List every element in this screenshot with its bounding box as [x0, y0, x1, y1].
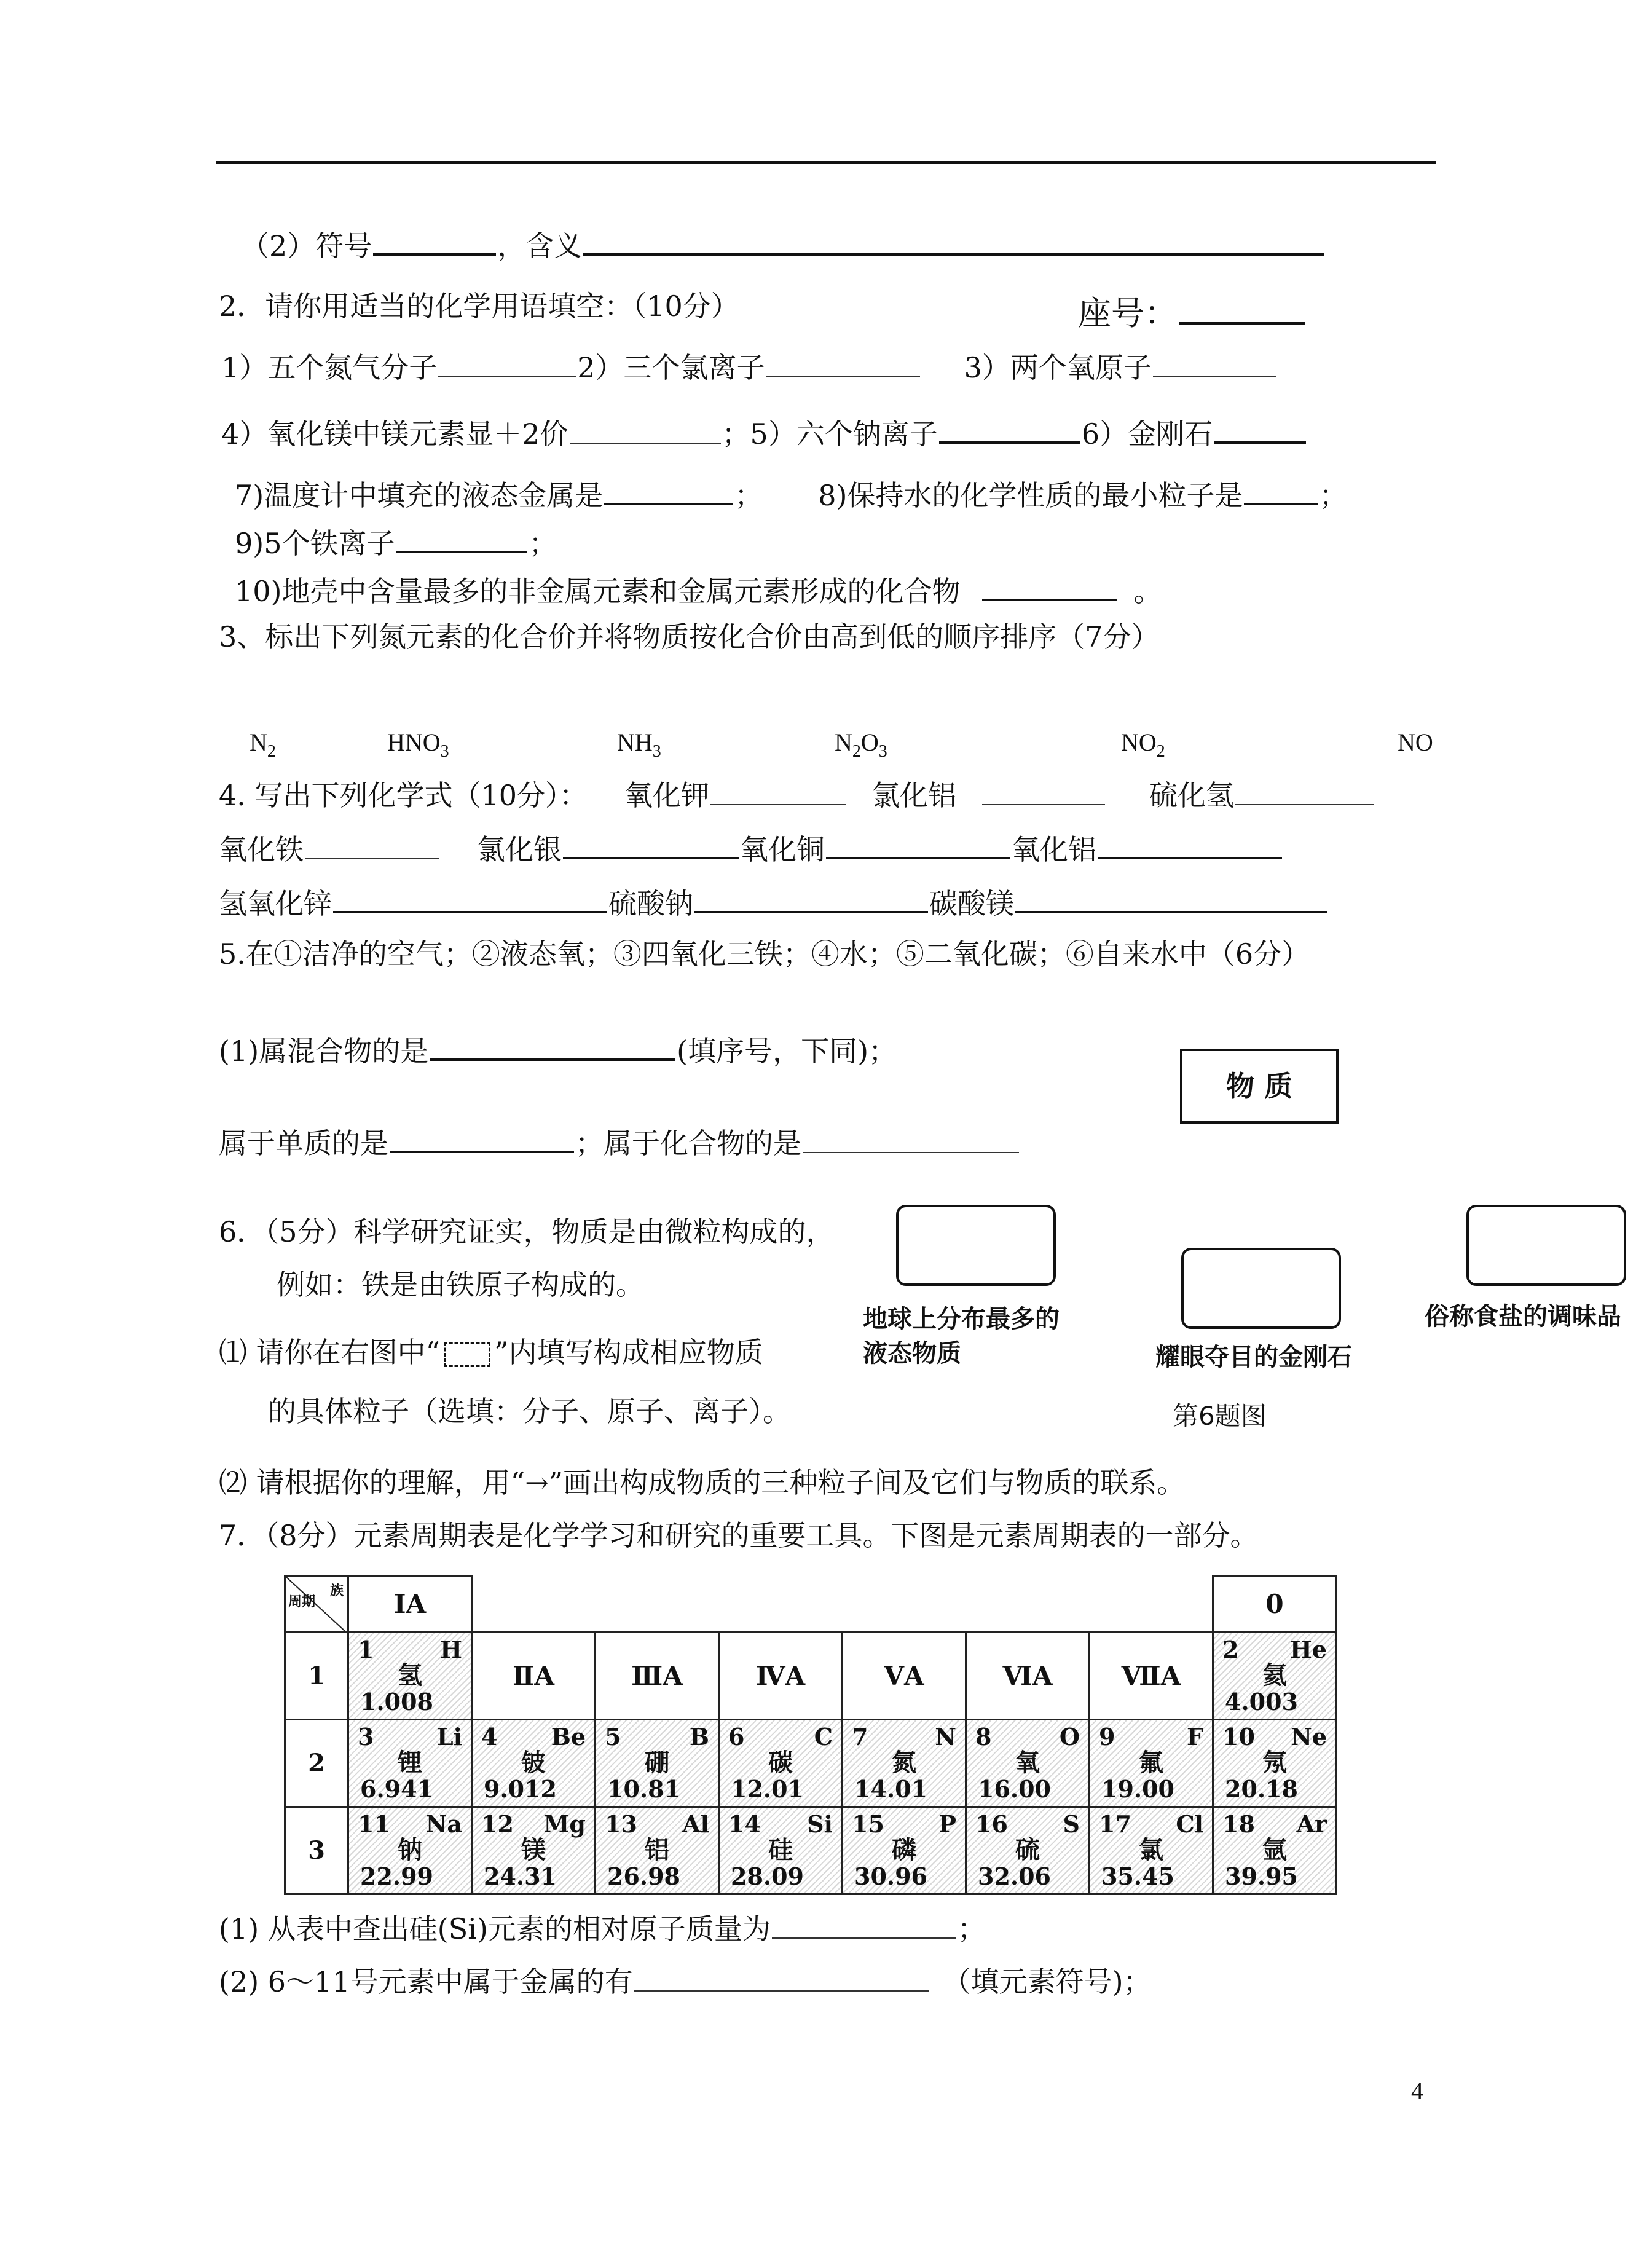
- atomic-number: 3: [358, 1722, 374, 1751]
- fig-label-diamond: 耀眼夺目的金刚石: [1155, 1343, 1352, 1371]
- atomic-mass: 28.09: [731, 1862, 804, 1890]
- element-symbol: Ar: [1296, 1810, 1327, 1838]
- element-symbol: O: [1059, 1722, 1080, 1751]
- element-name: 镁: [521, 1835, 546, 1864]
- element-name: 硫: [1015, 1835, 1040, 1864]
- answer-blank[interactable]: [766, 348, 920, 377]
- q4-line-1: 4. 写出下列化学式（10分）： 氧化钾 氯化铝 硫化氢: [219, 776, 1375, 813]
- element-na: [348, 1807, 472, 1894]
- element-be: [472, 1720, 596, 1807]
- fig-label-salt: 俗称食盐的调味品: [1425, 1302, 1621, 1331]
- q7-title: 7．（8分）元素周期表是化学学习和研究的重要工具。下图是元素周期表的一部分。: [219, 1519, 1259, 1552]
- table-corner: 族 周期: [285, 1576, 348, 1633]
- answer-blank[interactable]: [373, 225, 496, 256]
- answer-blank[interactable]: [803, 1124, 1019, 1153]
- q4-line-2: 氧化铁 氯化银 氧化铜 氧化铝: [219, 829, 1283, 867]
- atomic-mass: 16.00: [978, 1775, 1051, 1803]
- atomic-number: 10: [1222, 1722, 1255, 1751]
- answer-blank[interactable]: [604, 475, 733, 505]
- particle-box-salt[interactable]: [1466, 1205, 1626, 1286]
- page-number: 4: [1411, 2077, 1423, 2105]
- element-name: 硼: [645, 1748, 669, 1777]
- atomic-number: 15: [852, 1810, 884, 1838]
- period-2: 2: [285, 1720, 348, 1807]
- element-o: [966, 1720, 1090, 1807]
- element-symbol: Be: [551, 1722, 586, 1751]
- q6-line-4: 的具体粒子（选填：分子、原子、离子）。: [268, 1395, 791, 1428]
- answer-blank[interactable]: [563, 829, 739, 859]
- period-2-row: [285, 1720, 1337, 1807]
- q2-line-1: 1）五个氮气分子 2）三个氯离子 3）两个氧原子: [221, 348, 1277, 385]
- group-header-iia: ⅡA: [472, 1633, 596, 1720]
- atomic-number: 4: [481, 1722, 498, 1751]
- element-symbol: F: [1187, 1722, 1203, 1751]
- atomic-mass: 14.01: [854, 1775, 927, 1803]
- element-mg: [472, 1807, 596, 1894]
- atomic-mass: 32.06: [978, 1862, 1051, 1890]
- answer-blank[interactable]: [710, 776, 846, 805]
- element-name: 氯: [1139, 1835, 1163, 1864]
- element-symbol: Mg: [543, 1810, 586, 1838]
- atomic-number: 5: [605, 1722, 621, 1751]
- answer-blank[interactable]: [430, 1030, 675, 1061]
- answer-blank[interactable]: [982, 570, 1117, 601]
- element-name: 氟: [1139, 1748, 1163, 1777]
- q5-line-2: 属于单质的是 ；属于化合物的是: [219, 1122, 1020, 1161]
- answer-blank[interactable]: [694, 883, 928, 913]
- q2-title: 2．请你用适当的化学用语填空：（10分）: [219, 290, 739, 323]
- element-he: 2 He 氦 4.003: [1213, 1633, 1337, 1720]
- element-name: 硅: [768, 1835, 793, 1864]
- atomic-number: 6: [728, 1722, 745, 1751]
- element-symbol: Li: [436, 1722, 462, 1751]
- atomic-mass: 39.95: [1225, 1862, 1298, 1890]
- atomic-mass: 9.012: [484, 1775, 557, 1803]
- element-symbol: S: [1063, 1810, 1080, 1838]
- formula-n2: $N_2$: [250, 728, 276, 761]
- answer-blank[interactable]: [1098, 829, 1282, 859]
- particle-box-water[interactable]: [896, 1205, 1056, 1286]
- dashed-box-icon: [444, 1342, 490, 1367]
- q5-title: 5.在①洁净的空气；②液态氧；③四氧化三铁；④水；⑤二氧化碳；⑥自来水中（6分）: [219, 937, 1310, 971]
- element-symbol: Cl: [1176, 1810, 1203, 1838]
- answer-blank[interactable]: [1153, 348, 1276, 377]
- formula-no2: $NO_2$: [1121, 728, 1165, 761]
- q3-title: 3、标出下列氮元素的化合价并将物质按化合价由高到低的顺序排序（7分）: [219, 620, 1160, 653]
- atomic-mass: 24.31: [484, 1862, 557, 1890]
- atomic-number: 14: [728, 1810, 761, 1838]
- answer-blank[interactable]: [1235, 776, 1374, 805]
- element-symbol: C: [814, 1722, 833, 1751]
- particle-box-diamond[interactable]: [1181, 1248, 1341, 1329]
- substance-box: 物 质: [1180, 1049, 1339, 1124]
- element-symbol: N: [935, 1722, 956, 1751]
- q6-line-3: ⑴ 请你在右图中“ ”内填写构成相应物质: [219, 1336, 763, 1369]
- answer-blank[interactable]: [1244, 475, 1318, 505]
- atomic-number: 11: [358, 1810, 390, 1838]
- group-header-0: 0: [1213, 1576, 1337, 1633]
- element-c: [719, 1720, 843, 1807]
- answer-blank[interactable]: [390, 1122, 574, 1153]
- formula-hno3: $HNO_3$: [387, 728, 449, 761]
- period-3: 3: [285, 1807, 348, 1894]
- atomic-mass: 26.98: [607, 1862, 680, 1890]
- element-s: [966, 1807, 1090, 1894]
- element-name: 氖: [1262, 1748, 1287, 1777]
- element-symbol: Si: [807, 1810, 833, 1838]
- group-header-viia: ⅦA: [1090, 1633, 1213, 1720]
- answer-blank[interactable]: [396, 522, 527, 553]
- element-h: 1 H 氢 1.008: [348, 1633, 472, 1720]
- element-name: 锂: [398, 1748, 422, 1777]
- atomic-mass: 22.99: [360, 1862, 433, 1890]
- answer-blank[interactable]: [438, 348, 576, 377]
- answer-blank[interactable]: [772, 1909, 956, 1939]
- q6-line-2: 例如：铁是由铁原子构成的。: [277, 1268, 644, 1301]
- element-name: 碳: [768, 1748, 793, 1777]
- group-header-va: ⅤA: [843, 1633, 966, 1720]
- atomic-number: 17: [1099, 1810, 1131, 1838]
- answer-blank[interactable]: [570, 414, 721, 444]
- q5-line-1: (1)属混合物的是 (填序号，下同)；: [219, 1030, 897, 1068]
- group-header-ia: ⅠA: [348, 1576, 472, 1633]
- element-b: [596, 1720, 719, 1807]
- element-f: [1090, 1720, 1213, 1807]
- element-name: 钠: [398, 1835, 422, 1864]
- atomic-number: 12: [481, 1810, 514, 1838]
- q2-line-5: 10)地壳中含量最多的非金属元素和金属元素形成的化合物 。: [235, 570, 1162, 609]
- formula-no: NO: [1398, 728, 1433, 756]
- element-symbol: Ne: [1291, 1722, 1327, 1751]
- atomic-number: 7: [852, 1722, 868, 1751]
- q2-line-3: 7)温度计中填充的液态金属是 ； 8)保持水的化学性质的最小粒子是 ；: [235, 475, 1347, 513]
- atomic-mass: 35.45: [1101, 1862, 1174, 1890]
- answer-blank[interactable]: [583, 225, 1324, 256]
- element-name: 磷: [892, 1835, 916, 1864]
- atomic-number: 16: [975, 1810, 1008, 1838]
- element-name: 铝: [645, 1835, 669, 1864]
- seat-number-blank[interactable]: [1179, 289, 1305, 325]
- atomic-mass: 19.00: [1101, 1775, 1174, 1803]
- atomic-mass: 12.01: [731, 1775, 804, 1803]
- answer-blank[interactable]: [982, 776, 1105, 805]
- q1-symbol-line: （2）符号 ，含义: [241, 225, 1326, 263]
- group-header-iiia: ⅢA: [596, 1633, 719, 1720]
- fig-caption: 第6题图: [1173, 1401, 1267, 1431]
- element-cl: [1090, 1807, 1213, 1894]
- atomic-mass: 30.96: [854, 1862, 927, 1890]
- answer-blank[interactable]: [826, 829, 1010, 859]
- q7-sub-1: (1) 从表中查出硅(Si)元素的相对原子质量为 ；: [219, 1909, 986, 1946]
- atomic-number: 18: [1222, 1810, 1255, 1838]
- element-name: 氧: [1015, 1748, 1040, 1777]
- atomic-number: 13: [605, 1810, 637, 1838]
- q2-line-4: 9)5个铁离子 ；: [235, 522, 557, 561]
- header-rule: [216, 161, 1436, 164]
- element-al: [596, 1807, 719, 1894]
- atomic-mass: 6.941: [360, 1775, 433, 1803]
- element-symbol: Na: [425, 1810, 462, 1838]
- atomic-number: 9: [1099, 1722, 1115, 1751]
- answer-blank[interactable]: [939, 413, 1080, 444]
- period-1: 1: [285, 1633, 348, 1720]
- element-symbol: B: [689, 1722, 709, 1751]
- q4-line-3: 氢氧化锌 硫酸钠 碳酸镁: [219, 883, 1329, 921]
- table-gap: [472, 1576, 1213, 1633]
- q7-sub-2: (2) 6～11号元素中属于金属的有 （填元素符号)；: [219, 1962, 1152, 1999]
- element-ne: [1213, 1720, 1337, 1807]
- answer-blank[interactable]: [305, 830, 439, 859]
- element-name: 氩: [1262, 1835, 1287, 1864]
- group-header-iva: ⅣA: [719, 1633, 843, 1720]
- atomic-mass: 10.81: [607, 1775, 680, 1803]
- q6-line-1: 6．（5分）科学研究证实，物质是由微粒构成的，: [219, 1215, 835, 1248]
- atomic-mass: 20.18: [1225, 1775, 1298, 1803]
- formula-n2o3: $N_2O_3$: [835, 728, 887, 761]
- element-name: 氮: [892, 1748, 916, 1777]
- fig-label-water: 地球上分布最多的 液态物质: [863, 1305, 1060, 1368]
- formula-nh3: $NH_3$: [617, 728, 661, 761]
- element-name: 铍: [521, 1748, 546, 1777]
- q6-line-5: ⑵ 请根据你的理解，用“→”画出构成物质的三种粒子间及它们与物质的联系。: [219, 1466, 1186, 1499]
- seat-number-label: 座号：: [1078, 289, 1307, 333]
- answer-blank[interactable]: [1015, 883, 1328, 913]
- element-symbol: Al: [682, 1810, 709, 1838]
- element-ar: [1213, 1807, 1337, 1894]
- element-symbol: P: [938, 1810, 956, 1838]
- group-header-via: ⅥA: [966, 1633, 1090, 1720]
- element-n: [843, 1720, 966, 1807]
- q2-line-2: 4）氧化镁中镁元素显＋2价 ；5）六个钠离子 6）金刚石: [221, 413, 1307, 451]
- element-si: [719, 1807, 843, 1894]
- atomic-number: 8: [975, 1722, 992, 1751]
- answer-blank[interactable]: [1214, 413, 1306, 444]
- period-3-row: [285, 1807, 1337, 1894]
- answer-blank[interactable]: [333, 883, 607, 913]
- element-p: [843, 1807, 966, 1894]
- periodic-table: [284, 1575, 1337, 1895]
- element-li: [348, 1720, 472, 1807]
- answer-blank[interactable]: [634, 1962, 929, 1992]
